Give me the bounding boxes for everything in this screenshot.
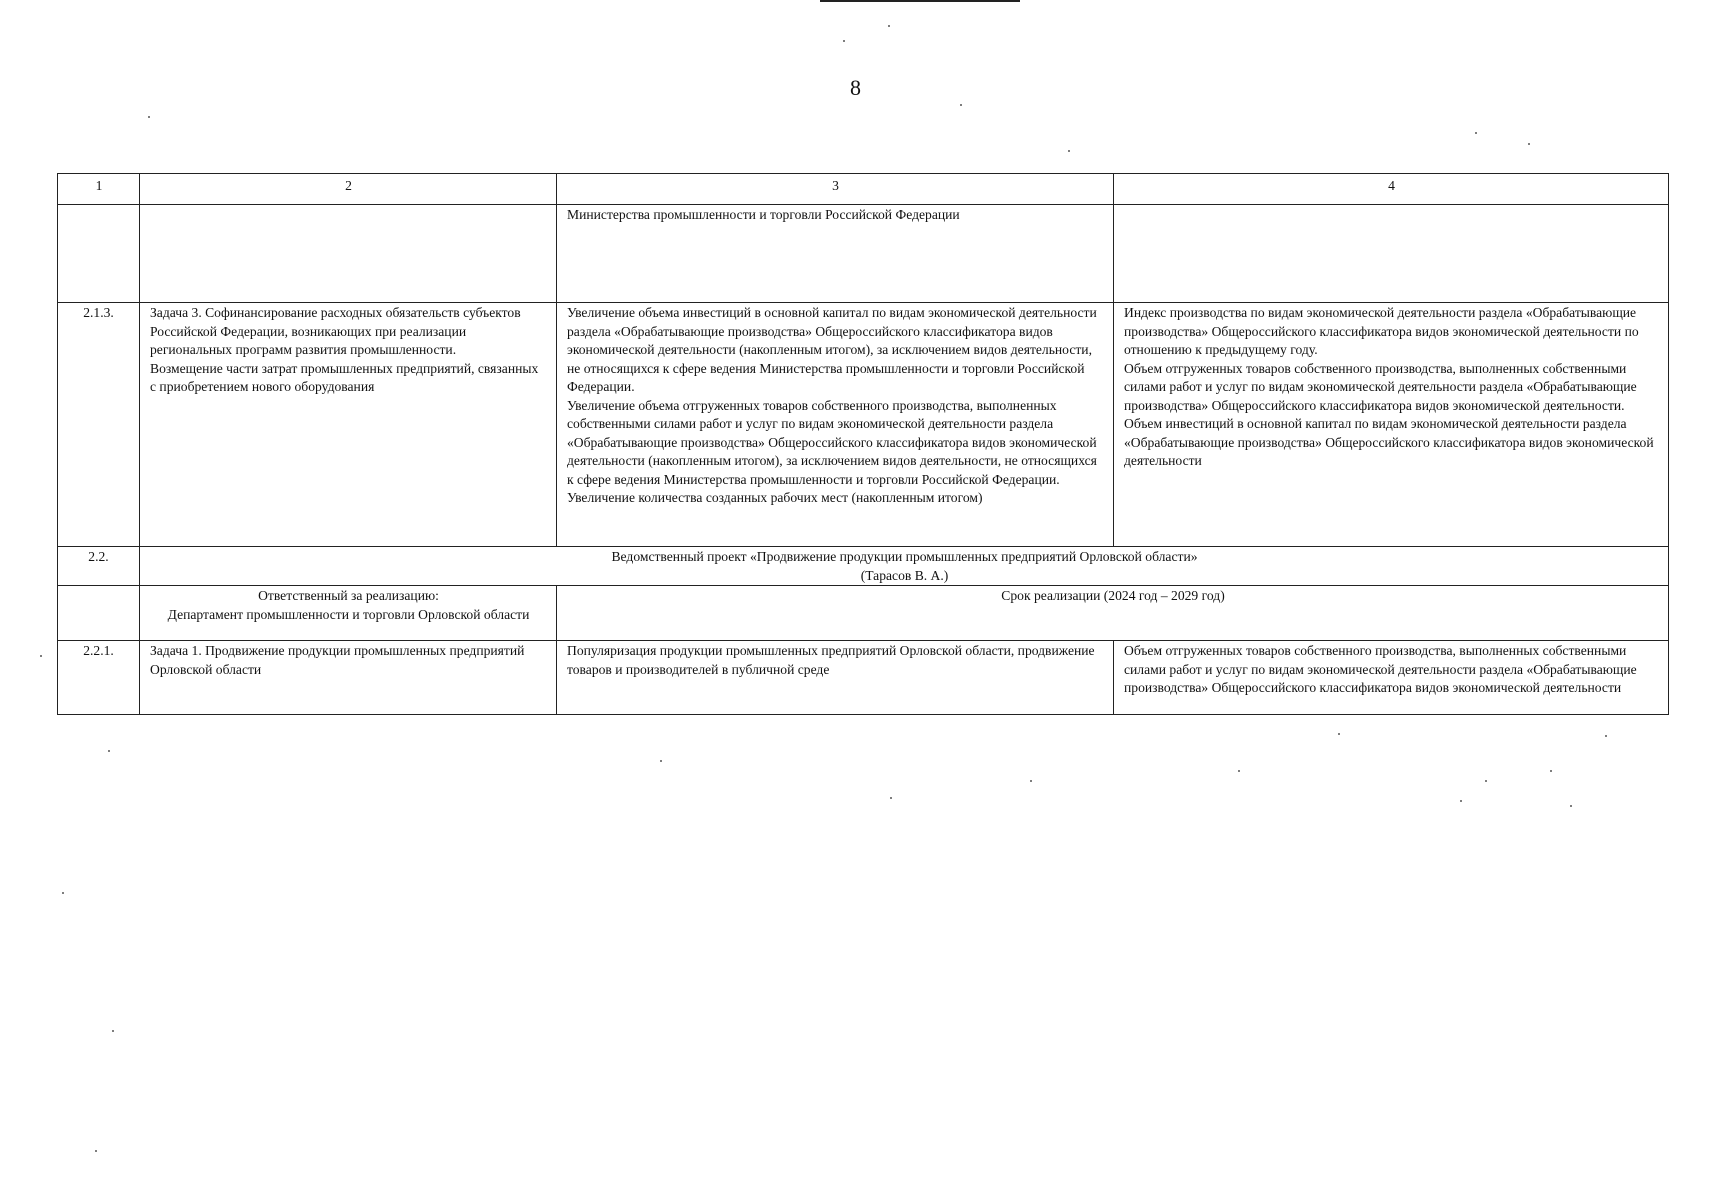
scan-speck xyxy=(1570,805,1572,807)
row-number: 2.2.1. xyxy=(58,641,140,715)
table-row-responsible xyxy=(58,586,1669,641)
project-person: (Тарасов В. А.) xyxy=(860,567,949,583)
task-paragraph: Возмещение части затрат промышленных предприятий, связанных с приобретением нового оборудования xyxy=(150,360,539,394)
row-task xyxy=(140,205,557,303)
table-row-2-1-3 xyxy=(58,303,1669,547)
row-indicator xyxy=(1114,303,1669,547)
row-indicator xyxy=(1114,205,1669,303)
scan-speck xyxy=(95,1150,97,1152)
scan-speck xyxy=(148,116,150,118)
scan-speck xyxy=(1338,733,1340,735)
scan-speck xyxy=(660,760,662,762)
project-title-cell xyxy=(140,547,1669,586)
row-number: 2.2. xyxy=(58,547,140,586)
indicator-paragraph: Объем отгруженных товаров собственного производства, выполненных собственными силами работ и услуг по видам экономической деятельности раздела «Обрабатывающие производства» Общероссийского классификатора видов экономической деятельности. xyxy=(1124,360,1637,413)
top-rule xyxy=(820,0,1020,2)
table-header-row xyxy=(58,174,1669,205)
scan-speck xyxy=(1030,780,1032,782)
indicator-paragraph: Объем инвестиций в основной капитал по видам экономической деятельности раздела «Обрабатывающие производства» Общероссийского классификатора видов экономической деятельности xyxy=(1124,416,1654,468)
row-number: 2.1.3. xyxy=(58,303,140,547)
scan-speck xyxy=(1528,143,1530,145)
row-result xyxy=(557,303,1114,547)
scan-speck xyxy=(843,40,845,42)
scan-speck xyxy=(62,892,64,894)
scan-speck xyxy=(108,750,110,752)
row-result: Министерства промышленности и торговли Российской Федерации xyxy=(557,205,1114,303)
responsible-label: Ответственный за реализацию: xyxy=(258,588,439,603)
result-paragraph: Увеличение объема инвестиций в основной капитал по видам экономической деятельности раздела «Обрабатывающие производства» Общероссийского классификатора видов экономической деятельности (накопленным итогом), за исключением видов деятельности, не относящихся к сфере ведения Министерства промышленности и торговли Российской Федерации. xyxy=(567,305,1097,394)
scan-speck xyxy=(1605,735,1607,737)
header-col-2: 2 xyxy=(140,174,557,205)
page-number: 8 xyxy=(850,75,861,100)
scan-speck xyxy=(960,104,962,106)
header-col-4: 4 xyxy=(1114,174,1669,205)
scan-speck xyxy=(112,1030,114,1032)
scan-speck xyxy=(1460,800,1462,802)
table-row-2-2-1 xyxy=(58,641,1669,715)
scan-speck xyxy=(1475,132,1477,134)
indicator-paragraph: Индекс производства по видам экономической деятельности раздела «Обрабатывающие производства» Общероссийского классификатора видов экономической деятельности по отношению к предыдущему году. xyxy=(1124,305,1639,357)
result-paragraph: Увеличение объема отгруженных товаров собственного производства, выполненных собственными силами работ и услуг по видам экономической деятельности раздела «Обрабатывающие производства» Общероссийского классификатора видов экономической деятельности (накопленным итогом), за исключением видов деятельности, не относящихся к сфере ведения Министерства промышленности и торговли Российской Федерации. xyxy=(567,397,1097,487)
scan-speck xyxy=(40,655,42,657)
table-row-2-2 xyxy=(58,547,1669,586)
task-paragraph: Задача 3. Софинансирование расходных обязательств субъектов Российской Федерации, возникающих при реализации региональных программ развития промышленности. xyxy=(150,305,521,357)
row-number xyxy=(58,586,140,641)
scan-speck xyxy=(1485,780,1487,782)
term-cell: Срок реализации (2024 год – 2029 год) xyxy=(557,586,1669,641)
row-task xyxy=(140,303,557,547)
table-row-continued xyxy=(58,205,1669,303)
project-title: Ведомственный проект «Продвижение продукции промышленных предприятий Орловской области» xyxy=(611,549,1198,564)
responsible-department: Департамент промышленности и торговли Орловской области xyxy=(167,606,530,622)
scan-speck xyxy=(888,25,890,27)
header-col-1: 1 xyxy=(58,174,140,205)
row-number xyxy=(58,205,140,303)
row-task: Задача 1. Продвижение продукции промышленных предприятий Орловской области xyxy=(140,641,557,715)
scan-speck xyxy=(1238,770,1240,772)
scan-speck xyxy=(1550,770,1552,772)
header-col-3: 3 xyxy=(557,174,1114,205)
scan-speck xyxy=(890,797,892,799)
row-result: Популяризация продукции промышленных предприятий Орловской области, продвижение товаров и производителей в публичной среде xyxy=(557,641,1114,715)
scan-speck xyxy=(1068,150,1070,152)
responsible-cell xyxy=(140,586,557,641)
row-indicator: Объем отгруженных товаров собственного производства, выполненных собственными силами работ и услуг по видам экономической деятельности раздела «Обрабатывающие производства» Общероссийского классификатора видов экономической деятельности xyxy=(1114,641,1669,715)
result-paragraph: Увеличение количества созданных рабочих мест (накопленным итогом) xyxy=(567,490,983,505)
program-table xyxy=(57,173,1669,715)
